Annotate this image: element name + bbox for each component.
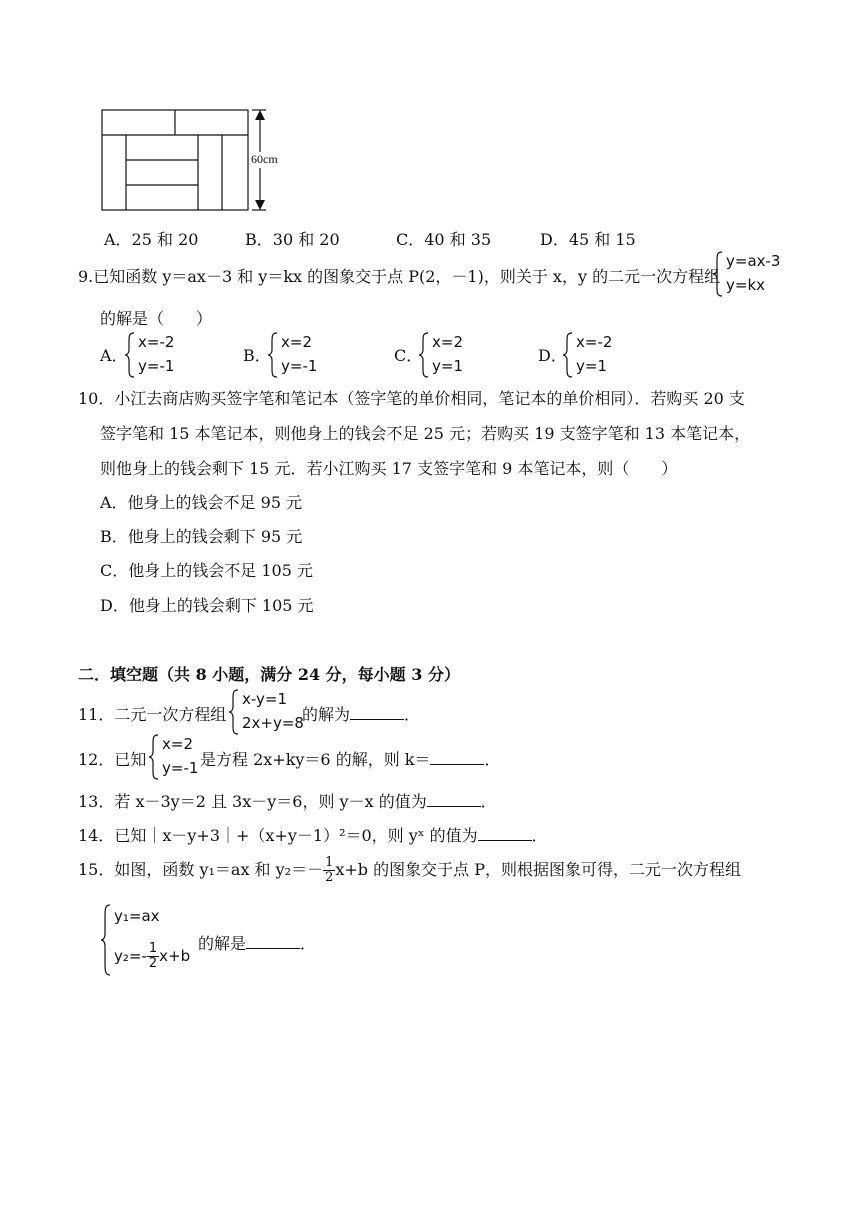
q8-option-d: D．45 和 15 bbox=[540, 230, 636, 249]
q11-pre: 11．二元一次方程组 bbox=[78, 705, 227, 724]
frac-den: 2 bbox=[148, 956, 158, 971]
q14-end: ． bbox=[531, 826, 548, 845]
q15-eq1: y₁=ax bbox=[114, 907, 160, 925]
q15-line1 bbox=[78, 856, 741, 885]
brace-icon bbox=[228, 689, 240, 735]
q12-eq1: x=2 bbox=[162, 735, 193, 753]
q9-tail: 的解是（ ） bbox=[100, 309, 213, 328]
q9-option-c-label: C． bbox=[394, 346, 423, 365]
q11-post-text: 的解为 bbox=[302, 705, 351, 724]
q9-d-eq2: y=1 bbox=[576, 357, 607, 375]
answer-blank[interactable] bbox=[427, 792, 481, 807]
q14 bbox=[78, 823, 548, 846]
brace-icon bbox=[148, 734, 160, 780]
q12-post-text: 是方程 2x+ky＝6 的解，则 k＝ bbox=[200, 750, 431, 769]
q8-option-b: B．30 和 20 bbox=[245, 230, 340, 249]
brace-icon bbox=[562, 332, 574, 378]
fraction-one-half bbox=[147, 942, 159, 971]
q15-post-text: 的解是 bbox=[198, 934, 247, 953]
brace-icon bbox=[267, 332, 279, 378]
answer-blank[interactable] bbox=[478, 826, 532, 841]
q9-d-eq1: x=-2 bbox=[576, 333, 613, 351]
fraction-one-half bbox=[323, 856, 335, 885]
q10-line3: 则他身上的钱会剩下 15 元．若小江购买 17 支签字笔和 9 本笔记本，则（ ） bbox=[100, 459, 678, 478]
q8-option-a: A．25 和 20 bbox=[104, 230, 199, 249]
q13 bbox=[78, 789, 497, 812]
q9-option-b bbox=[267, 332, 337, 378]
q10-option-a: A．他身上的钱会不足 95 元 bbox=[100, 493, 303, 512]
brace-icon bbox=[418, 332, 430, 378]
answer-blank[interactable] bbox=[350, 705, 404, 720]
q15-post bbox=[198, 931, 316, 954]
q10-option-b: B．他身上的钱会剩下 95 元 bbox=[100, 527, 303, 546]
q11-eq1: x-y=1 bbox=[242, 690, 288, 708]
q15-eq2-b: x+b bbox=[159, 947, 191, 965]
q9-option-a-label: A． bbox=[100, 346, 128, 365]
q10-line2: 签字笔和 15 本笔记本，则他身上的钱会不足 25 元；若购买 19 支签字笔和 13 本笔记本， bbox=[100, 424, 751, 443]
q10-option-c: C．他身上的钱会不足 105 元 bbox=[100, 561, 313, 580]
q9-option-c bbox=[418, 332, 488, 378]
q9-b-eq1: x=2 bbox=[281, 333, 312, 351]
q9-option-a bbox=[124, 332, 194, 378]
q15-line1-b: x+b 的图象交于点 P，则根据图象可得，二元一次方程组 bbox=[335, 860, 741, 879]
q9-a-eq1: x=-2 bbox=[138, 333, 175, 351]
q15-eq2-a: y₂=- bbox=[114, 947, 147, 965]
q9-eq2: y=kx bbox=[726, 276, 766, 294]
q9-eq1: y=ax-3 bbox=[726, 252, 781, 270]
q10-line1: 10．小江去商店购买签字笔和笔记本（签字笔的单价相同，笔记本的单价相同）．若购买 20 支 bbox=[78, 389, 745, 408]
brace-icon bbox=[124, 332, 136, 378]
frac-num: 1 bbox=[148, 941, 158, 956]
figure-dimension-label: 60cm bbox=[251, 152, 278, 166]
q15-line1-a: 15．如图，函数 y₁＝ax 和 y₂＝－ bbox=[78, 860, 324, 879]
brace-icon bbox=[712, 251, 724, 297]
q9-b-eq2: y=-1 bbox=[281, 357, 318, 375]
q12-equation-system bbox=[148, 734, 208, 780]
q11-equation-system bbox=[228, 689, 304, 735]
q9-a-eq2: y=-1 bbox=[138, 357, 175, 375]
answer-blank[interactable] bbox=[246, 934, 300, 949]
q12-pre: 12．已知 bbox=[78, 750, 147, 769]
brace-icon bbox=[100, 904, 112, 976]
q14-text: 14．已知｜x－y+3｜+（x+y－1）²＝0，则 yˣ 的值为 bbox=[78, 826, 478, 845]
q13-end: ． bbox=[480, 792, 497, 811]
q9-option-d-label: D． bbox=[538, 346, 567, 365]
section-title: 二．填空题（共 8 小题，满分 24 分，每小题 3 分） bbox=[78, 665, 460, 684]
q9-option-b-label: B． bbox=[243, 346, 271, 365]
q9-equation-system bbox=[712, 251, 792, 297]
q9-stem: 9.已知函数 y＝ax－3 和 y＝kx 的图象交于点 P(2，－1)，则关于 x，y 的二元一次方程组 bbox=[78, 267, 721, 286]
q15-end: ． bbox=[300, 934, 317, 953]
q12-eq2: y=-1 bbox=[162, 759, 199, 777]
q9-option-d bbox=[562, 332, 632, 378]
q11-eq2: 2x+y=8 bbox=[242, 714, 304, 732]
q13-text: 13．若 x－3y＝2 且 3x－y＝6，则 y－x 的值为 bbox=[78, 792, 427, 811]
answer-blank[interactable] bbox=[430, 750, 484, 765]
frac-den: 2 bbox=[325, 870, 334, 885]
q15-equation-system bbox=[100, 904, 210, 976]
q12-end: ． bbox=[484, 750, 501, 769]
q8-option-c: C．40 和 35 bbox=[396, 230, 492, 249]
frac-num: 1 bbox=[325, 855, 334, 870]
q10-option-d: D．他身上的钱会剩下 105 元 bbox=[100, 596, 314, 615]
q9-c-eq2: y=1 bbox=[432, 357, 463, 375]
q11-post bbox=[302, 702, 420, 725]
q9-c-eq1: x=2 bbox=[432, 333, 463, 351]
q15-eq2 bbox=[114, 942, 190, 971]
q12-post bbox=[200, 747, 501, 770]
q11-end: ． bbox=[404, 705, 421, 724]
